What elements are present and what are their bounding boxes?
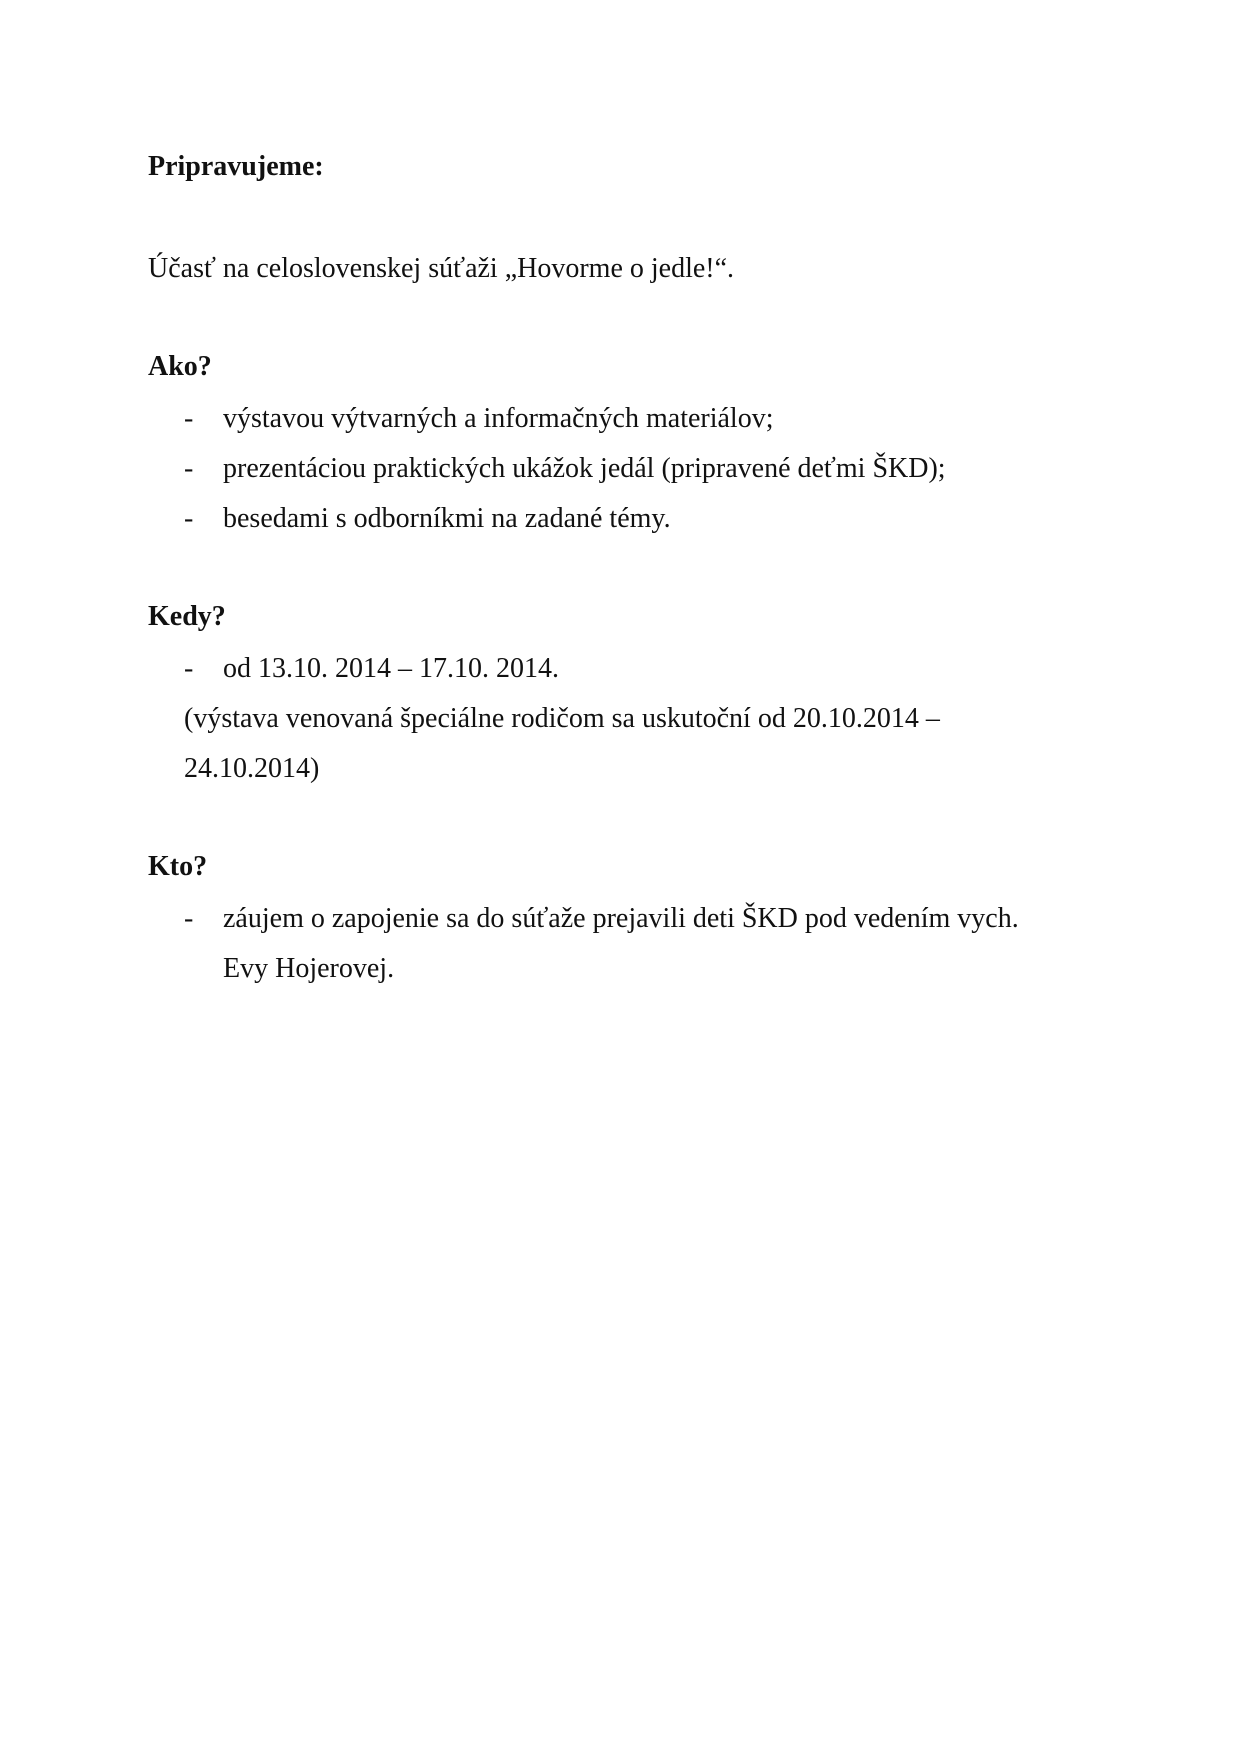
bullet-dash: - (184, 403, 194, 434)
list-item-ako-3: besedami s odborníkmi na zadané témy. (223, 503, 671, 534)
kedy-note-line-1: (výstava venovaná špeciálne rodičom sa uskutoční od 20.10.2014 – (184, 703, 940, 734)
list-item-kto-line-2: Evy Hojerovej. (223, 953, 395, 984)
bullet-dash: - (184, 453, 194, 484)
kedy-note-line-2: 24.10.2014) (184, 753, 320, 784)
section-heading-kto: Kto? (148, 851, 208, 882)
bullet-dash: - (184, 503, 194, 534)
section-heading-ako: Ako? (148, 351, 212, 382)
list-item-ako-2: prezentáciou praktických ukážok jedál (pripravené deťmi ŠKD); (223, 453, 946, 484)
section-heading-kedy: Kedy? (148, 601, 226, 632)
list-item-ako-1: výstavou výtvarných a informačných materiálov; (223, 403, 774, 434)
bullet-dash: - (184, 903, 194, 934)
bullet-dash: - (184, 653, 194, 684)
list-item-kto-line-1: záujem o zapojenie sa do súťaže prejavili deti ŠKD pod vedením vych. (223, 903, 1019, 934)
list-item-kedy: od 13.10. 2014 – 17.10. 2014. (223, 653, 559, 684)
intro-text: Účasť na celoslovenskej súťaži „Hovorme o jedle!“. (148, 253, 735, 284)
page-title: Pripravujeme: (148, 151, 324, 182)
